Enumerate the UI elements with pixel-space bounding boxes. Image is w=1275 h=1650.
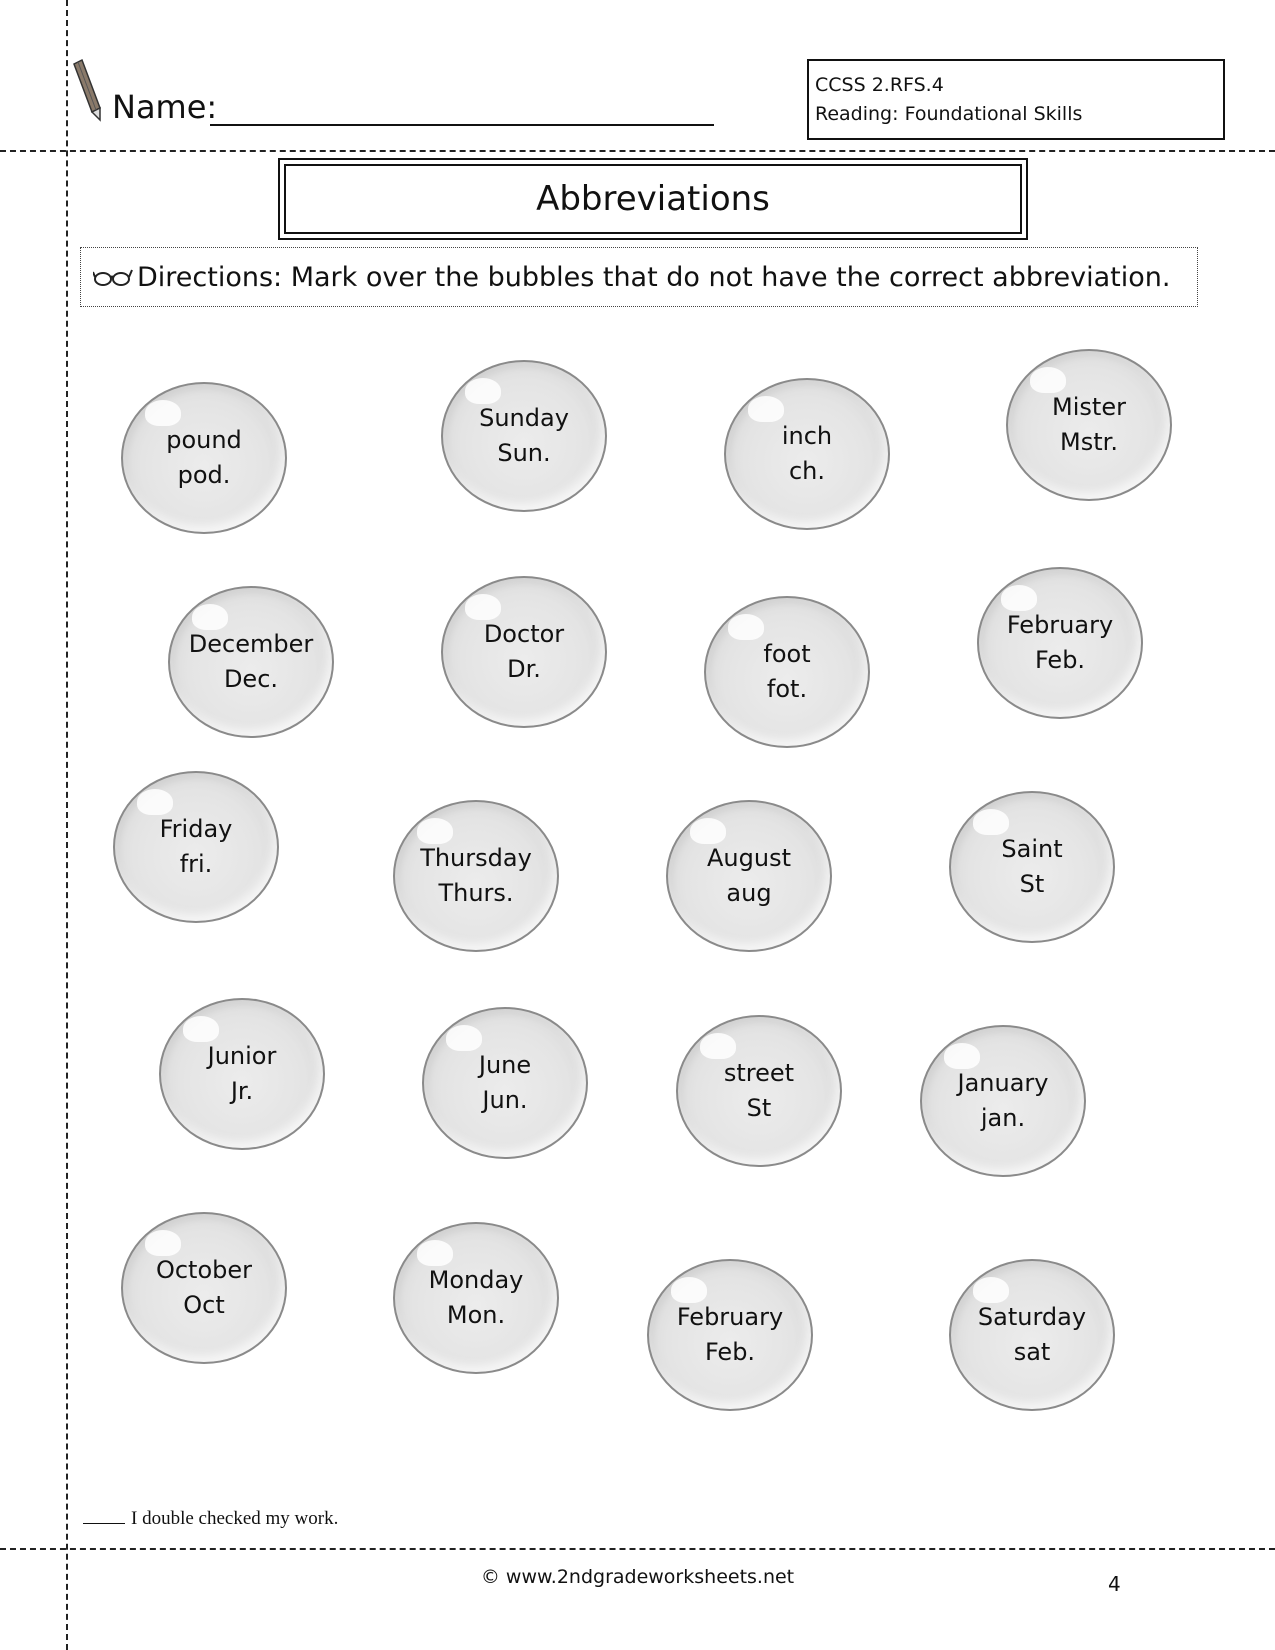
bubble-monday[interactable] <box>393 1222 559 1374</box>
name-label: Name: <box>112 88 218 126</box>
bubble-january[interactable] <box>920 1025 1086 1177</box>
bubble-word: Sunday <box>479 404 569 432</box>
bubble-abbr: aug <box>726 879 772 907</box>
bubble-word: December <box>188 630 314 658</box>
bubble-word: Junior <box>207 1042 277 1070</box>
title-box <box>278 158 1028 240</box>
bubble-doctor[interactable] <box>441 576 607 728</box>
bubble-abbr: Dec. <box>223 665 279 693</box>
self-check-text: I double checked my work. <box>131 1508 339 1529</box>
bubble-december[interactable] <box>168 586 334 738</box>
bubble-abbr: Mon. <box>446 1301 506 1329</box>
bubble-abbr: Oct <box>183 1291 225 1319</box>
glasses-icon <box>93 266 133 288</box>
bubble-street[interactable] <box>676 1015 842 1167</box>
bubble-february-2[interactable] <box>647 1259 813 1411</box>
self-check-blank[interactable] <box>83 1523 125 1524</box>
bubble-word: Mister <box>1052 393 1126 421</box>
bubble-abbr: Feb. <box>1034 646 1086 674</box>
vertical-cut-line <box>66 0 68 1650</box>
footer-copyright: © www.2ndgradeworksheets.net <box>480 1566 795 1588</box>
bubble-word: August <box>707 844 791 872</box>
bubble-abbr: ch. <box>788 457 826 485</box>
bubble-word: February <box>676 1303 784 1331</box>
bubble-inch[interactable] <box>724 378 890 530</box>
bubble-abbr: Jr. <box>230 1077 254 1105</box>
directions-text: Directions: Mark over the bubbles that do not have the correct abbreviation. <box>137 261 1171 293</box>
bubble-abbr: Feb. <box>704 1338 756 1366</box>
bubble-friday[interactable] <box>113 771 279 923</box>
page-number: 4 <box>1108 1572 1121 1596</box>
bubble-june[interactable] <box>422 1007 588 1159</box>
bubble-abbr: Thurs. <box>438 879 514 907</box>
bubble-foot[interactable] <box>704 596 870 748</box>
top-cut-line <box>0 150 1275 152</box>
bubble-abbr: fri. <box>179 850 213 878</box>
standard-code: CCSS 2.RFS.4 <box>815 74 944 96</box>
self-check <box>83 1508 338 1530</box>
bubble-abbr: fot. <box>766 675 808 703</box>
bubble-word: June <box>478 1051 532 1079</box>
bubble-word: Monday <box>428 1266 524 1294</box>
bubble-saturday[interactable] <box>949 1259 1115 1411</box>
bubble-word: pound <box>166 426 242 454</box>
bubble-word: Thursday <box>420 844 532 872</box>
bubble-word: Saturday <box>977 1303 1087 1331</box>
bubble-word: foot <box>763 640 811 668</box>
standard-box <box>807 59 1225 140</box>
directions-box <box>80 247 1198 307</box>
bubble-abbr: pod. <box>177 461 231 489</box>
bubble-thursday[interactable] <box>393 800 559 952</box>
bubble-word: Saint <box>1001 835 1063 863</box>
bubble-pound[interactable] <box>121 382 287 534</box>
bubble-abbr: jan. <box>980 1104 1026 1132</box>
bubble-word: January <box>957 1069 1049 1097</box>
bubble-february-1[interactable] <box>977 567 1143 719</box>
bubble-abbr: St <box>746 1094 772 1122</box>
bubble-august[interactable] <box>666 800 832 952</box>
bubble-sunday[interactable] <box>441 360 607 512</box>
bubble-word: street <box>723 1059 795 1087</box>
bottom-cut-line <box>0 1548 1275 1550</box>
name-line[interactable] <box>210 124 714 126</box>
standard-title: Reading: Foundational Skills <box>815 103 1083 125</box>
bubble-word: October <box>155 1256 253 1284</box>
bubble-abbr: Sun. <box>497 439 551 467</box>
bubble-mister[interactable] <box>1006 349 1172 501</box>
bubble-abbr: Dr. <box>507 655 541 683</box>
bubble-october[interactable] <box>121 1212 287 1364</box>
bubble-word: Friday <box>159 815 233 843</box>
bubble-abbr: Mstr. <box>1060 428 1118 456</box>
bubble-abbr: Jun. <box>482 1086 528 1114</box>
bubble-word: February <box>1006 611 1114 639</box>
page-title: Abbreviations <box>284 164 1022 234</box>
bubble-junior[interactable] <box>159 998 325 1150</box>
bubble-abbr: St <box>1019 870 1045 898</box>
bubble-saint[interactable] <box>949 791 1115 943</box>
pencil-icon <box>70 58 104 122</box>
bubble-word: Doctor <box>483 620 565 648</box>
bubble-word: inch <box>781 422 833 450</box>
bubble-abbr: sat <box>1013 1338 1051 1366</box>
